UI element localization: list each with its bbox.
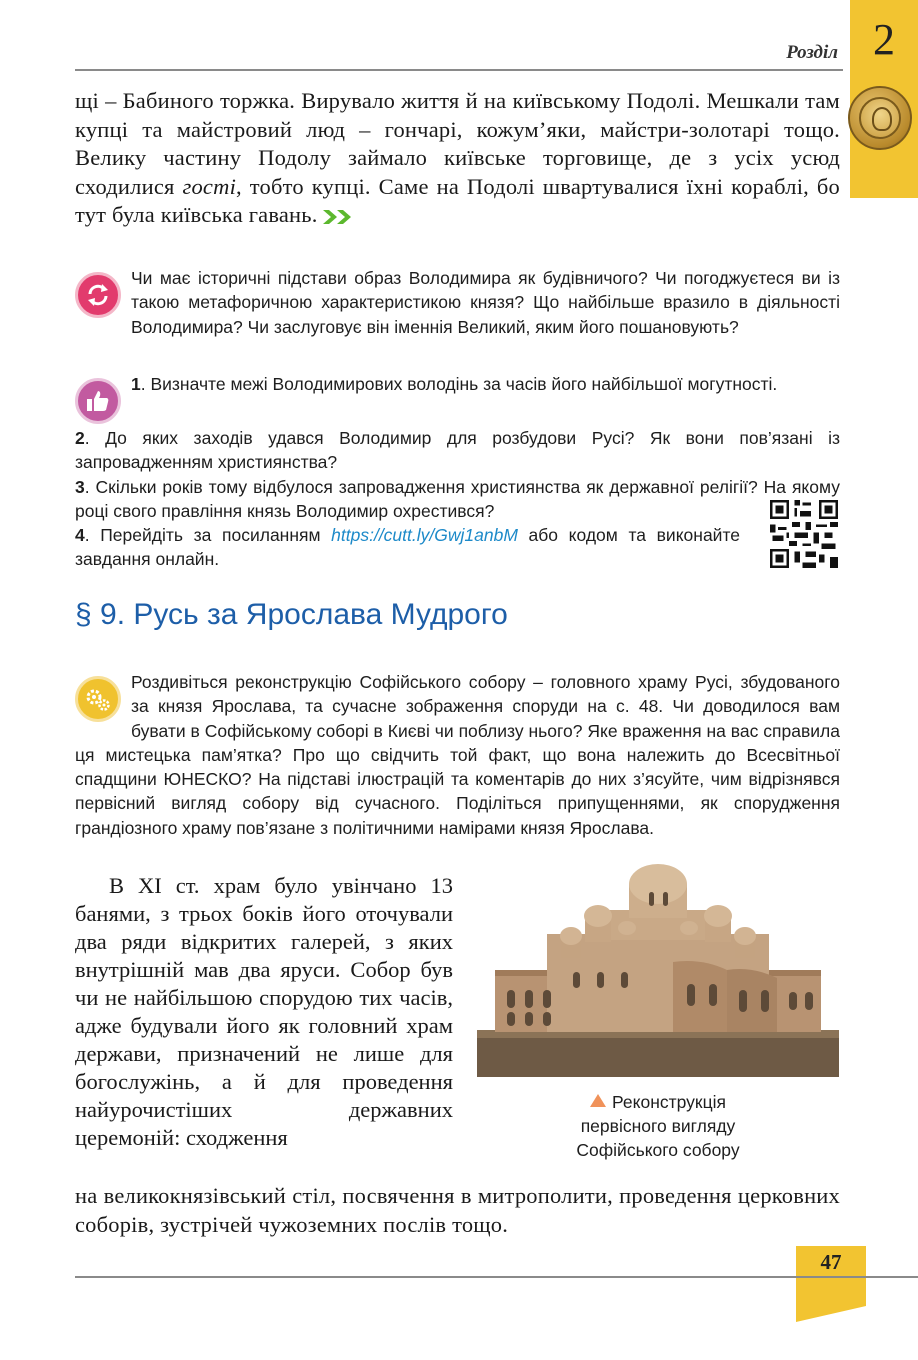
figure-caption: Реконструкція первісного вигляду Софійського собору bbox=[576, 1092, 740, 1160]
double-arrow-icon bbox=[323, 208, 355, 226]
main-text-column: В XI ст. храм було увінчано 13 банями, з трьох боків його оточували два ряди відкритих галерей, з яких внутрішній мав два яруси. Собор був чи не найбільшою спорудою тих часів, адже будували його як головний храм держави, призначений не лише для богослужінь, а й для проведення найурочистіших державних церемоній: сходження bbox=[75, 873, 453, 1150]
task-item-2: 2. До яких заходів удався Володимир для розбудови Русі? Як вони пов’язані із запровадженням християнства? bbox=[75, 428, 840, 473]
page-number: 47 bbox=[820, 1250, 842, 1274]
cathedral-model-image bbox=[477, 862, 839, 1077]
refresh-icon bbox=[75, 272, 121, 318]
intro-paragraph bbox=[75, 87, 840, 230]
task-link[interactable]: https://cutt.ly/Gwj1anbM bbox=[331, 525, 518, 546]
intro-text-part2: , тобто купці. Саме на Подолі швартувалися їхні кораблі, бо тут була київська гавань. bbox=[75, 173, 840, 227]
section-heading: § 9. Русь за Ярослава Мудрого bbox=[75, 598, 508, 631]
main-text-continuation: на великокнязівський стіл, посвячення в митрополити, проведення церковних соборів, зустрічей чужоземних послів тощо. bbox=[75, 1183, 840, 1237]
reflection-text: Чи має історичні підстави образ Володимира як будівничого? Чи погоджуєтеся ви із такою метафоричною характеристикою князя? Що найбільше вразило в діяльності Володимира? Чи заслуговує він іменнія Великий, яким його пошановують? bbox=[131, 268, 840, 337]
qr-code-icon[interactable] bbox=[770, 500, 838, 568]
intro-text-part1: щі – Бабиного торжка. Вирувало життя й на київському Подолі. Мешкали там купці та майстровий люд – гончарі, кожум’яки, майстри-золотарі тощо. Велику частину Подолу займало київське торговище, де з усіх усюд сходилися bbox=[75, 88, 840, 199]
chapter-number: 2 bbox=[873, 15, 895, 64]
header-divider bbox=[75, 69, 843, 71]
task-item-3: 3. Скільки років тому відбулося запровадження християнства як державної релігії? На якому році свого правління князь Володимир охрестився? bbox=[75, 476, 840, 521]
task-item-1: 1. Визначте межі Володимирових володінь за часів його найбільшої могутності. bbox=[131, 374, 778, 394]
explore-text: Роздивіться реконструкцію Софійського собору – головного храму Русі, збудованого за князя Ярослава, та сучасне зображення споруди на с. 48. Чи доводилося вам бувати в Софійському соборі в Києві чи поблизу нього? Яке враження на вас справила ця мистецька пам’ятка? Про що свідчить той факт, що вона належить до Всесвітньої спадщини ЮНЕСКО? На підставі ілюстрацій та коментарів до них з’ясуйте, чим відрізнявся первісний вигляд собору від сучасного. Поділіться припущеннями, як спорудження грандіозного храму пов’язане з політичними намірами князя Ярослава. bbox=[75, 672, 840, 838]
thumbs-up-icon bbox=[75, 378, 121, 424]
footer-divider bbox=[75, 1276, 918, 1278]
reflection-block bbox=[75, 266, 840, 339]
gears-icon bbox=[75, 676, 121, 722]
triangle-marker-icon bbox=[590, 1094, 606, 1107]
coin-emblem-icon bbox=[848, 86, 912, 150]
intro-italic-word: гості bbox=[182, 173, 237, 199]
section-label: Розділ bbox=[786, 42, 838, 63]
explore-block bbox=[75, 670, 840, 840]
tasks-block bbox=[75, 372, 840, 572]
task-item-4: 4. Перейдіть за посиланням https://cutt.ly/Gwj1anbM або кодом та виконайте завдання онлайн. bbox=[75, 525, 740, 570]
